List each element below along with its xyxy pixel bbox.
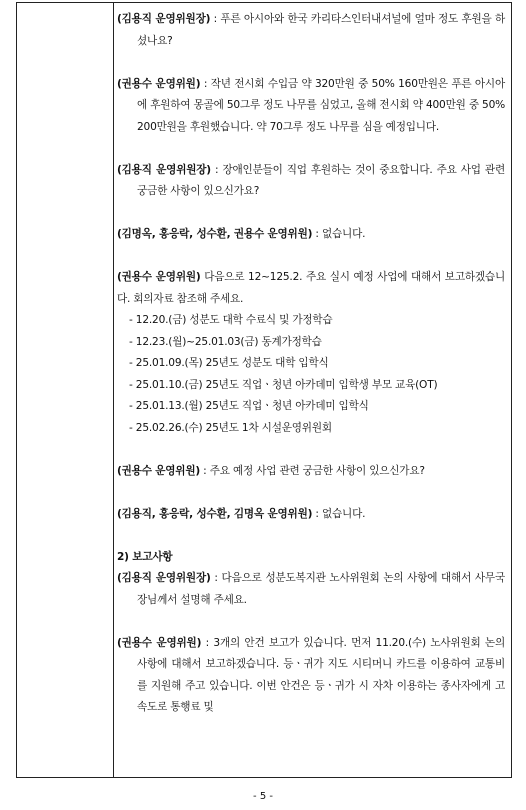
page-number: - 5 - — [253, 791, 273, 802]
minutes-paragraph: (권용수 운영위원) : 3개의 안건 보고가 있습니다. 먼저 11.20.(수) 노사위원회 논의 사항에 대해서 보고하겠습니다. 등ㆍ귀가 지도 시티머니 카드를 이용하여 교통비를 지원해 주고 있습니다. 이번 안건은 등ㆍ귀가 시 자차 이용하는 종사자에게 고속도로 통행료 및 — [117, 636, 505, 713]
minutes-paragraph: (권용수 운영위원) : 주요 예정 사업 관련 궁금한 사항이 있으신가요? — [117, 464, 425, 477]
speaker-name: (김용직 운영위원장) — [117, 13, 211, 25]
speaker-name: (권용수 운영위원) — [117, 271, 201, 283]
speech-text: 없습니다. — [321, 507, 366, 520]
minutes-paragraph: (김용직 운영위원장) : 장애인분들이 직업 후원하는 것이 중요합니다. 주요 사업 관련 궁금한 사항이 있으신가요? — [117, 163, 505, 197]
minutes-table — [16, 2, 512, 778]
speech-text: 푸른 아시아와 한국 카리타스인터내셔널에 얼마 정도 후원을 하셨나요? — [137, 13, 505, 47]
speaker-name: (권용수 운영위원) — [117, 636, 202, 649]
speech-text: 장애인분들이 직업 후원하는 것이 중요합니다. 주요 사업 관련 궁금한 사항이 있으신가요? — [137, 163, 505, 197]
speaker-name: (김용직, 홍응락, 성수환, 김명옥 운영위원) — [117, 507, 313, 520]
speaker-name: (김용직 운영위원장) — [117, 163, 211, 176]
speech-text: 다음으로 성분도복지관 노사위원회 논의 사항에 대해서 사무국장님께서 설명해 주세요. — [137, 572, 505, 606]
speech-text: 주요 예정 사업 관련 궁금한 사항이 있으신가요? — [209, 464, 425, 477]
schedule-item: - 12.20.(금) 성분도 대학 수료식 및 가정학습 — [129, 314, 333, 326]
schedule-item: - 25.01.09.(목) 25년도 성분도 대학 입학식 — [129, 357, 329, 369]
speech-text: 없습니다. — [321, 228, 366, 240]
schedule-item: - 25.01.10.(금) 25년도 직업ㆍ청년 아카데미 입학생 부모 교육(OT) — [129, 378, 438, 391]
section-heading: 2) 보고사항 — [117, 550, 173, 563]
speaker-name: (김명옥, 홍응락, 성수환, 권용수 운영위원) — [117, 228, 313, 240]
minutes-paragraph: (김명옥, 홍응락, 성수환, 권용수 운영위원) : 없습니다. — [117, 228, 366, 240]
minutes-paragraph: (김용직 운영위원장) : 다음으로 성분도복지관 노사위원회 논의 사항에 대해서 사무국장님께서 설명해 주세요. — [117, 572, 505, 606]
minutes-paragraph: (김용직 운영위원장) : 푸른 아시아와 한국 카리타스인터내셔널에 얼마 정도 후원을 하셨나요? — [117, 13, 505, 47]
schedule-item: - 25.01.13.(월) 25년도 직업ㆍ청년 아카데미 입학식 — [129, 400, 369, 412]
minutes-paragraph — [117, 267, 505, 310]
schedule-item: - 25.02.26.(수) 25년도 1차 시설운영위원회 — [129, 421, 332, 434]
minutes-paragraph: (김용직, 홍응락, 성수환, 김명옥 운영위원) : 없습니다. — [117, 507, 366, 520]
minutes-content — [117, 9, 505, 719]
speech-text: 3개의 안건 보고가 있습니다. 먼저 11.20.(수) 노사위원회 논의 사항에 대해서 보고하겠습니다. 등ㆍ귀가 지도 시티머니 카드를 이용하여 교통비를 지원해 주고 있습니다. 이번 안건은 등ㆍ귀가 시 자차 이용하는 종사자에게 고속도로 통행료 및 — [137, 636, 505, 713]
left-label-column — [17, 3, 114, 777]
speaker-name: (권용수 운영위원) — [117, 77, 201, 90]
schedule-item: - 12.23.(월)~25.01.03(금) 동계가정학습 — [129, 335, 322, 348]
minutes-paragraph: (권용수 운영위원) : 작년 전시회 수입금 약 320만원 중 50% 160만원은 푸른 아시아에 후원하여 몽골에 50그루 정도 나무를 심었고, 올해 전시회 약 400만원 중 50% 200만원을 후원했습니다. 약 70그루 정도 나무를 심을 예정입니다. — [117, 77, 505, 133]
speech-text: 다음으로 12~125.2. 주요 실시 예정 사업에 대해서 보고하겠습니다. 회의자료 참조해 주세요. — [117, 271, 505, 305]
speaker-name: (김용직 운영위원장) — [117, 572, 211, 584]
speaker-name: (권용수 운영위원) — [117, 464, 201, 477]
speech-text: 작년 전시회 수입금 약 320만원 중 50% 160만원은 푸른 아시아에 후원하여 몽골에 50그루 정도 나무를 심었고, 올해 전시회 약 400만원 중 50% 200만원을 후원했습니다. 약 70그루 정도 나무를 심을 예정입니다. — [137, 77, 505, 133]
